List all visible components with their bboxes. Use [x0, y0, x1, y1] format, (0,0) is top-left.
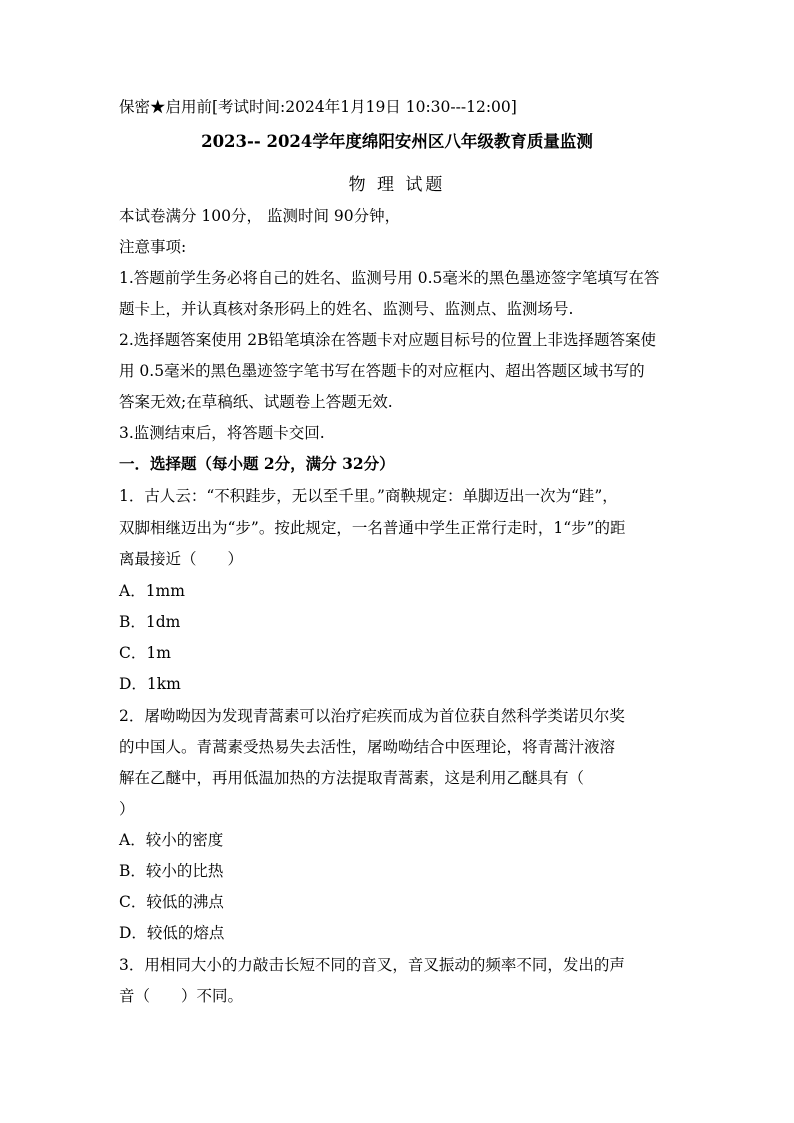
section-heading: 一．选择题（每小题 2分，满分 32分）: [119, 454, 395, 473]
question-2-option-d: D．较低的熔点: [119, 924, 225, 942]
question-1-option-b: B．1dm: [119, 613, 181, 631]
question-2-option-a: A．较小的密度: [119, 831, 224, 849]
question-1-line-1: 1．古人云：“不积跬步，无以至千里。”商鞅规定：单脚迈出一次为“跬”，: [119, 487, 618, 505]
confidential-header: 保密★启用前[考试时间:2024年1月19日 10:30---12:00]: [119, 98, 517, 116]
question-1-option-c: C．1m: [119, 644, 171, 662]
note-2-line-1: 2.选择题答案使用 2B铅笔填涂在答题卡对应题目标号的位置上非选择题答案使: [119, 331, 656, 349]
question-2-option-c: C．较低的沸点: [119, 893, 224, 911]
score-time-line: 本试卷满分 100分， 监测时间 90分钟，: [119, 207, 401, 225]
question-2-line-4: ）: [119, 800, 135, 818]
question-3-line-2: 音（ ）不同。: [119, 987, 244, 1005]
question-1-option-a: A．1mm: [119, 582, 185, 600]
question-2-line-1: 2．屠呦呦因为发现青蒿素可以治疗疟疾而成为首位获自然科学类诺贝尔奖: [119, 707, 625, 725]
subject-title: 物 理 试题: [348, 175, 446, 195]
question-1-line-3: 离最接近（ ）: [119, 550, 244, 568]
note-3: 3.监测结束后，将答题卡交回.: [119, 424, 325, 442]
exam-title: 2023-- 2024学年度绵阳安州区八年级教育质量监测: [201, 132, 593, 151]
question-3-line-1: 3．用相同大小的力敲击长短不同的音叉，音叉振动的频率不同，发出的声: [119, 956, 625, 974]
note-1-line-1: 1.答题前学生务必将自己的姓名、监测号用 0.5毫米的黑色墨迹签字笔填写在答: [119, 269, 660, 287]
note-2-line-3: 答案无效;在草稿纸、试题卷上答题无效.: [119, 393, 393, 411]
note-1-line-2: 题卡上，并认真核对条形码上的姓名、监测号、监测点、监测场号.: [119, 300, 574, 318]
notes-heading: 注意事项:: [119, 238, 187, 256]
question-2-option-b: B．较小的比热: [119, 862, 224, 880]
question-2-line-3: 解在乙醚中，再用低温加热的方法提取青蒿素，这是利用乙醚具有（: [119, 769, 585, 787]
question-1-line-2: 双脚相继迈出为“步”。按此规定，一名普通中学生正常行走时，1“步”的距: [119, 519, 626, 537]
note-2-line-2: 用 0.5毫米的黑色墨迹签字笔书写在答题卡的对应框内、超出答题区域书写的: [119, 362, 645, 380]
question-1-option-d: D．1km: [119, 675, 181, 693]
question-2-line-2: 的中国人。青蒿素受热易失去活性，屠呦呦结合中医理论，将青蒿汁液溶: [119, 738, 616, 756]
